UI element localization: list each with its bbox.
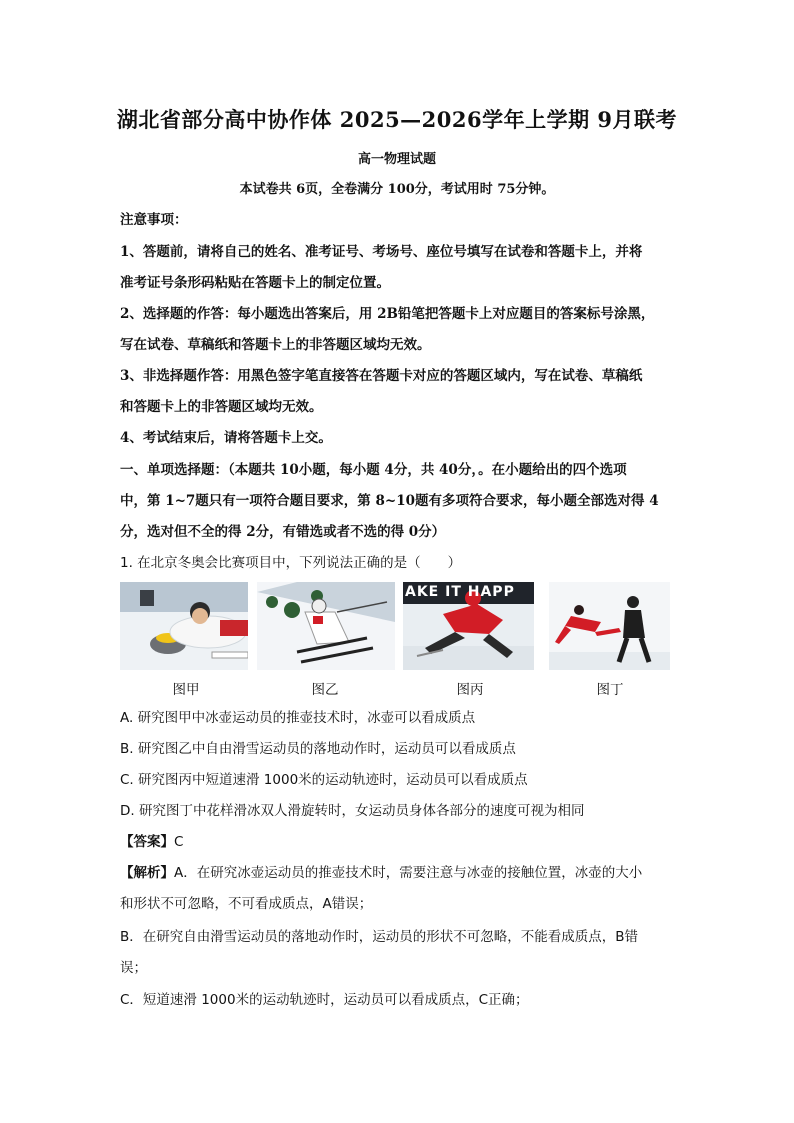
option-c: C. 研究图丙中短道速滑 1000米的运动轨迹时，运动员可以看成质点 xyxy=(120,772,528,788)
analysis-line: C．短道速滑 1000米的运动轨迹时，运动员可以看成质点，C正确； xyxy=(120,992,529,1008)
figure-caption: 图甲 xyxy=(172,682,200,698)
note-line: 1、答题前，请将自己的姓名、准考证号、考场号、座位号填写在试卷和答题卡上，并将 xyxy=(120,244,643,260)
figure-curling xyxy=(120,582,248,670)
exam-info: 本试卷共 6页，全卷满分 100分，考试用时 75分钟。 xyxy=(239,182,555,197)
option-d: D. 研究图丁中花样滑冰双人滑旋转时，女运动员身体各部分的速度可视为相同 xyxy=(120,803,585,819)
figure-caption: 图乙 xyxy=(311,682,339,698)
figure-pair-skating xyxy=(549,582,670,670)
option-b: B. 研究图乙中自由滑雪运动员的落地动作时，运动员可以看成质点 xyxy=(120,741,516,757)
note-line: 4、考试结束后，请将答题卡上交。 xyxy=(120,430,332,446)
figure-caption: 图丁 xyxy=(596,682,624,698)
section-line: 中，第 1~7题只有一项符合题目要求，第 8~10题有多项符合要求，每小题全部选对得 4 xyxy=(120,493,659,509)
note-line: 准考证号条形码粘贴在答题卡上的制定位置。 xyxy=(120,275,390,291)
ski-photo-icon xyxy=(257,582,395,670)
curling-photo-icon xyxy=(120,582,248,670)
analysis-text: A．在研究冰壶运动员的推壶技术时，需要注意与冰壶的接触位置，冰壶的大小 xyxy=(174,865,643,881)
answer-line xyxy=(120,830,680,850)
option-a: A. 研究图甲中冰壶运动员的推壶技术时，冰壶可以看成质点 xyxy=(120,710,476,726)
analysis-line: 误； xyxy=(120,960,147,976)
note-line: 和答题卡上的非答题区域均无效。 xyxy=(120,399,323,415)
section-line: 分，选对但不全的得 2分，有错选或者不选的得 0分） xyxy=(120,524,446,540)
page-title: 湖北省部分高中协作体 2025—2026学年上学期 9月联考 xyxy=(116,107,678,132)
analysis-line xyxy=(120,861,680,881)
analysis-line: B．在研究自由滑雪运动员的落地动作时，运动员的形状不可忽略，不能看成质点，B错 xyxy=(120,929,639,945)
exam-subtitle: 高一物理试题 xyxy=(357,152,436,167)
figure-caption: 图丙 xyxy=(456,682,484,698)
question-stem: 1. 在北京冬奥会比赛项目中，下列说法正确的是（ ） xyxy=(120,555,462,571)
answer-value: C xyxy=(174,834,184,850)
banner-text: AKE IT HAPP xyxy=(405,584,515,600)
section-heading: 一、单项选择题：（本题共 10小题，每小题 4分，共 40分，。在小题给出的四个选项 xyxy=(120,462,627,478)
answer-tag: 【答案】 xyxy=(120,834,174,850)
note-line: 3、非选择题作答：用黑色签字笔直接答在答题卡对应的答题区域内，写在试卷、草稿纸 xyxy=(120,368,643,384)
note-line: 写在试卷、草稿纸和答题卡上的非答题区域均无效。 xyxy=(120,337,431,353)
analysis-line: 和形状不可忽略，不可看成质点，A错误； xyxy=(120,896,373,912)
note-line: 2、选择题的作答：每小题选出答案后，用 2B铅笔把答题卡上对应题目的答案标号涂黑， xyxy=(120,306,655,322)
figure-skating-photo-icon xyxy=(549,582,670,670)
figure-speed-skating xyxy=(403,582,534,670)
figure-ski xyxy=(257,582,395,670)
analysis-tag: 【解析】 xyxy=(120,865,174,881)
notes-heading: 注意事项： xyxy=(120,212,188,228)
